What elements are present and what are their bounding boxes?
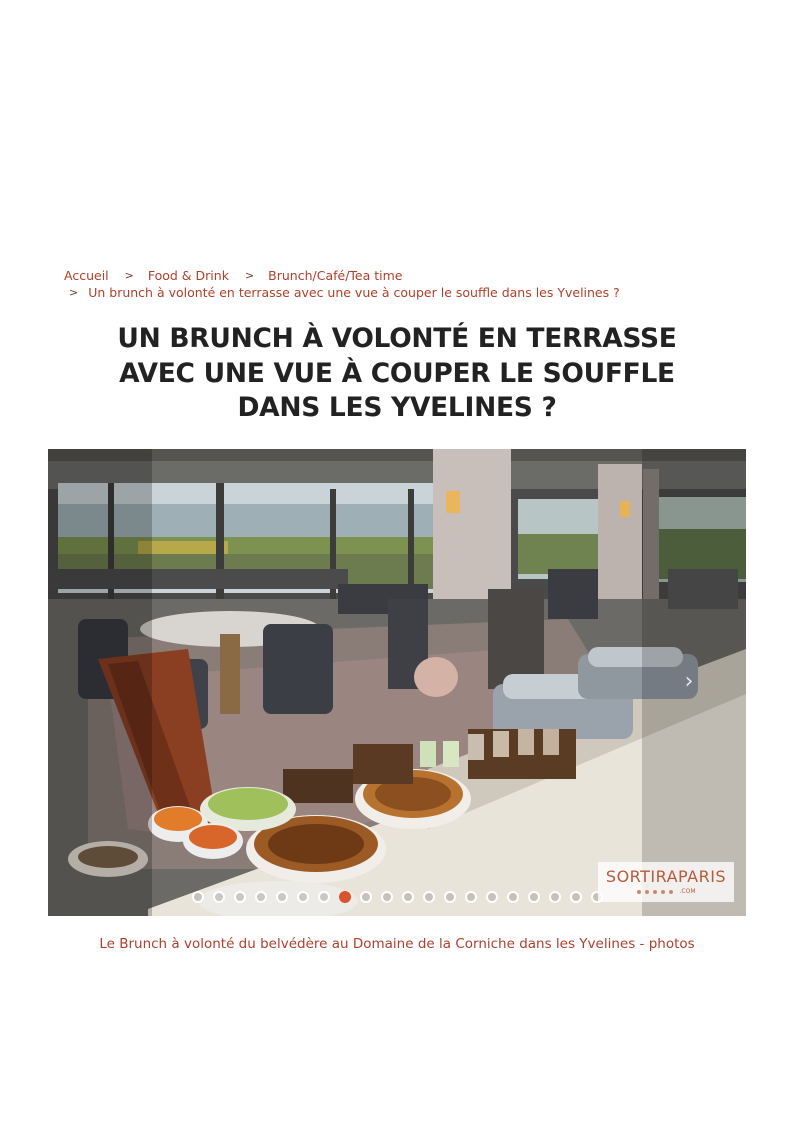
slide-dot[interactable] [213,891,225,903]
slide-dot[interactable] [318,891,330,903]
breadcrumb-home-link[interactable]: Accueil [64,268,109,283]
slide-dot[interactable] [192,891,204,903]
page-title-line-1: UN BRUNCH À VOLONTÉ EN TERRASSE [117,323,677,354]
slide-dot[interactable] [570,891,582,903]
slide-indicators [192,891,603,903]
breadcrumb-separator: > [244,269,255,282]
breadcrumb-brunch-link[interactable]: Brunch/Café/Tea time [268,268,403,283]
watermark-sub: .COM [679,888,696,895]
slide-dot[interactable] [528,891,540,903]
gallery-photo [48,449,746,916]
breadcrumb-separator: > [124,269,134,282]
breadcrumb [64,267,744,301]
slide-dot[interactable] [465,891,477,903]
slide-dot[interactable] [402,891,414,903]
slide-dot[interactable] [255,891,267,903]
page-title-line-3: DANS LES YVELINES ? [237,392,557,423]
breadcrumb-food-drink-link[interactable]: Food & Drink [147,268,229,283]
slide-dot[interactable] [297,891,309,903]
slide-dot[interactable] [444,891,456,903]
page-title [60,322,734,426]
page-title-line-2: AVEC UNE VUE À COUPER LE SOUFFLE [119,357,675,389]
photo-caption: Le Brunch à volonté du belvédère au Domaine de la Corniche dans les Yvelines - photos [99,936,695,952]
slide-dot[interactable] [276,891,288,903]
breadcrumb-separator: > [69,286,79,299]
chevron-right-icon[interactable]: › [684,669,694,694]
watermark-brand: SORTIRAPARIS [605,867,727,886]
slide-dot[interactable] [423,891,435,903]
slide-dot[interactable] [381,891,393,903]
slide-dot[interactable] [507,891,519,903]
slide-dot[interactable] [486,891,498,903]
slide-dot[interactable] [234,891,246,903]
photo-gallery[interactable] [48,449,746,916]
slide-dot[interactable] [549,891,561,903]
watermark-dots [637,888,696,895]
slide-dot[interactable] [339,891,351,903]
slide-dot[interactable] [360,891,372,903]
breadcrumb-current-link[interactable]: Un brunch à volonté en terrasse avec une vue à couper le souffle dans les Yvelines ? [88,285,620,300]
watermark-logo [598,862,734,902]
